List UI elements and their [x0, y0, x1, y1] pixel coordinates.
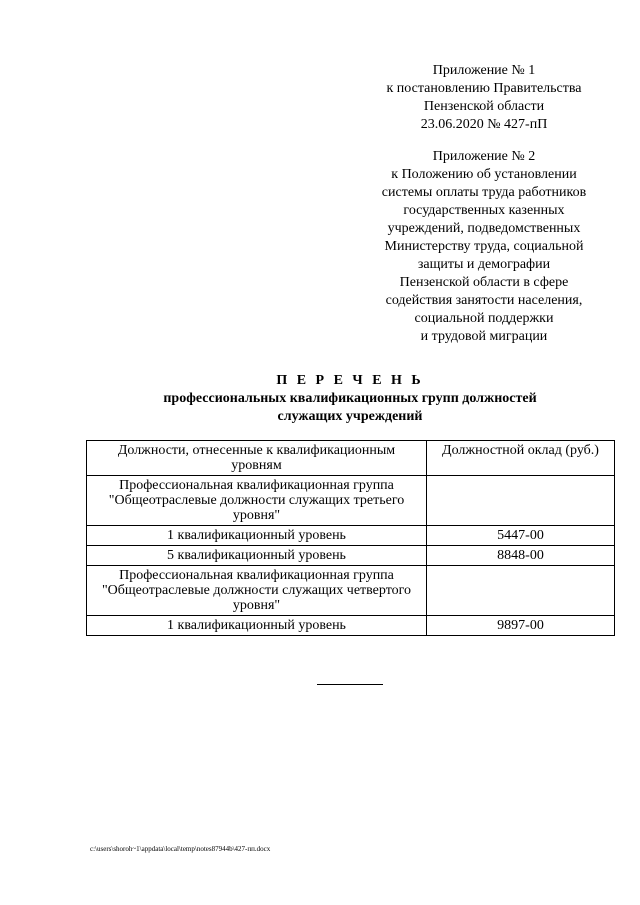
- row-position: 1 квалификационный уровень: [87, 616, 427, 636]
- appendix-2-line: государственных казенных: [403, 203, 565, 218]
- row-salary: 8848-00: [427, 546, 615, 566]
- closing-rule-divider: [317, 684, 383, 685]
- table-row-group: [87, 476, 615, 526]
- appendix-2-line: содействия занятости населения,: [385, 293, 583, 308]
- row-position: Профессиональная квалификационная группа "Общеотраслевые должности служащих третьего уровня": [87, 476, 427, 526]
- row-position: 1 квалификационный уровень: [87, 526, 427, 546]
- row-position: Профессиональная квалификационная группа "Общеотраслевые должности служащих четвертого уровня": [87, 566, 427, 616]
- appendix-2-line: социальной поддержки: [414, 311, 554, 326]
- appendix-2-line: Приложение № 2: [432, 149, 536, 164]
- document-title: [100, 372, 600, 426]
- table-row: [87, 526, 615, 546]
- appendix-2-line: защиты и демографии: [417, 257, 551, 272]
- appendix-1-block: [360, 62, 608, 134]
- appendix-2-block: [360, 148, 608, 346]
- title-subtitle-line-1: профессиональных квалификационных групп должностей: [163, 391, 537, 406]
- appendix-1-line: к постановлению Правительства: [386, 81, 582, 96]
- appendix-2-line: и трудовой миграции: [420, 329, 548, 344]
- table-row: [87, 616, 615, 636]
- title-subtitle-line-2: служащих учреждений: [277, 409, 423, 424]
- file-path-footer: c:\users\shoroh~1\appdata\local\temp\notes87944b\427-пп.docx: [90, 845, 271, 853]
- appendix-2-line: Министерству труда, социальной: [384, 239, 584, 254]
- table-header-row: [87, 441, 615, 476]
- table-row: [87, 546, 615, 566]
- appendix-1-line: Приложение № 1: [432, 63, 536, 78]
- row-salary: [427, 566, 615, 616]
- appendix-2-line: учреждений, подведомственных: [387, 221, 581, 236]
- row-salary: 5447-00: [427, 526, 615, 546]
- appendix-2-line: системы оплаты труда работников: [381, 185, 587, 200]
- header-salary: Должностной оклад (руб.): [427, 441, 615, 476]
- row-position: 5 квалификационный уровень: [87, 546, 427, 566]
- row-salary: 9897-00: [427, 616, 615, 636]
- appendix-1-line: Пензенской области: [423, 99, 545, 114]
- appendix-1-line: 23.06.2020 № 427-пП: [420, 117, 548, 132]
- table-row-group: [87, 566, 615, 616]
- header-positions: Должности, отнесенные к квалификационным уровням: [87, 441, 427, 476]
- appendix-2-line: Пензенской области в сфере: [399, 275, 569, 290]
- appendix-2-line: к Положению об установлении: [391, 167, 577, 182]
- salary-table: [86, 440, 615, 636]
- title-heading: П Е Р Е Ч Е Н Ь: [276, 373, 424, 388]
- row-salary: [427, 476, 615, 526]
